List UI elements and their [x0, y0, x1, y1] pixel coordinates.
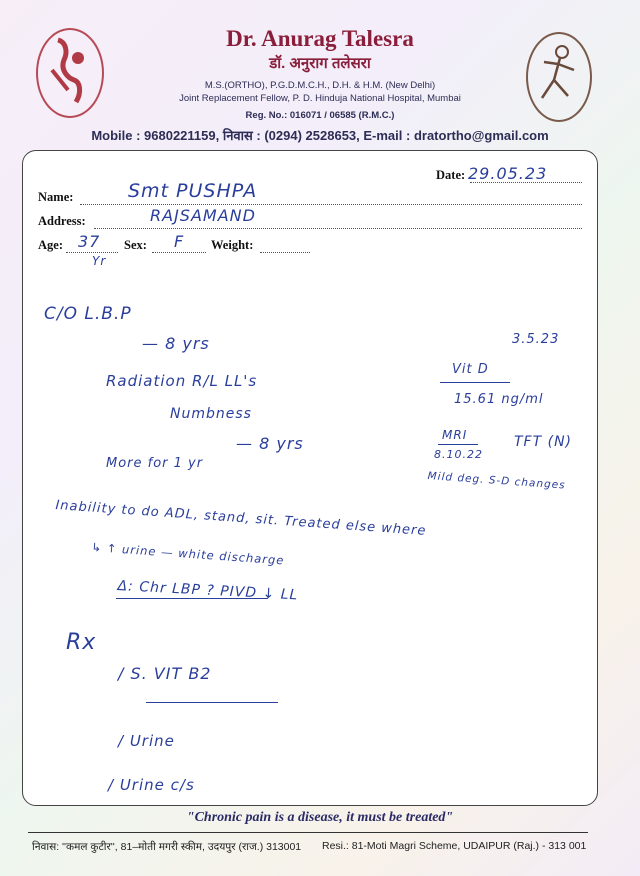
radiation-line: Radiation R/L LL's	[106, 372, 258, 390]
footer-address-hindi: निवास: ''कमल कुटीर'', 81–मोती मगरी स्कीम, उदयपुर (राज.) 313001	[32, 841, 302, 853]
patient-sex: F	[174, 232, 185, 251]
rx-item-1-underline	[146, 702, 278, 703]
age-label: Age:	[38, 238, 63, 252]
rx-item-3: / Urine c/s	[108, 776, 195, 794]
inability-line: Inability to do ADL, stand, sit. Treated else where	[54, 498, 427, 539]
rx-item-2: / Urine	[118, 732, 175, 750]
doctor-name-hindi: डॉ. अनुराग तलेसरा	[269, 55, 371, 72]
patient-name: Smt PUSHPA	[128, 180, 258, 202]
urine-line: ↳ ↑ urine — white discharge	[91, 540, 285, 568]
vitd-underline	[440, 382, 510, 383]
diagnosis-underline	[116, 598, 268, 599]
qualifications: M.S.(ORTHO), P.G.D.M.C.H., D.H. & H.M. (New Delhi)	[204, 80, 436, 91]
more-line: More for 1 yr	[106, 456, 204, 471]
weight-line	[260, 252, 310, 253]
mri-label: MRI	[442, 428, 468, 442]
date-label: Date:	[436, 168, 466, 182]
doctor-name: Dr. Anurag Talesra	[226, 26, 414, 51]
footer-address-english: Resi.: 81-Moti Magri Scheme, UDAIPUR (Raj.) - 313 001	[322, 840, 587, 852]
mri-date: 8.10.22	[434, 448, 483, 461]
fellowship: Joint Replacement Fellow, P. D. Hinduja National Hospital, Mumbai	[179, 93, 461, 104]
patient-age-unit: Yr	[92, 254, 107, 268]
registration-number: Reg. No.: 016071 / 06585 (R.M.C.)	[245, 110, 395, 121]
mild-changes-note: Mild deg. S-D changes	[427, 470, 567, 492]
sex-line	[152, 252, 206, 253]
rx-item-1: / S. VIT B2	[118, 664, 212, 683]
date-value: 29.05.23	[468, 164, 548, 183]
footer-divider	[28, 832, 588, 833]
complaint-line: C/O L.B.P	[44, 304, 132, 324]
patient-age: 37	[78, 232, 101, 251]
sex-label: Sex:	[124, 238, 147, 252]
age-line	[66, 252, 118, 253]
tft-note: TFT (N)	[514, 434, 573, 450]
vitd-label: Vit D	[452, 362, 489, 377]
vitd-value: 15.61 ng/ml	[454, 392, 544, 407]
address-label: Address:	[38, 214, 86, 228]
tagline: "Chronic pain is a disease, it must be treated"	[186, 810, 454, 825]
duration-line: — 8 yrs	[142, 334, 210, 353]
numbness-line: Numbness	[170, 406, 252, 422]
patient-address: RAJSAMAND	[150, 206, 256, 225]
name-label: Name:	[38, 190, 74, 204]
investigation-date: 3.5.23	[512, 332, 560, 347]
diagnosis-line: Δ: Chr LBP ? PIVD ↓ LL	[117, 578, 299, 604]
name-line	[80, 204, 582, 205]
mri-underline	[438, 444, 478, 445]
address-line	[94, 228, 582, 229]
rx-symbol: Rx	[66, 630, 97, 655]
weight-label: Weight:	[211, 238, 254, 252]
numbness-duration: — 8 yrs	[236, 434, 304, 453]
contact-line: Mobile : 9680221159, निवास : (0294) 2528653, E-mail : dratortho@gmail.com	[91, 128, 549, 143]
